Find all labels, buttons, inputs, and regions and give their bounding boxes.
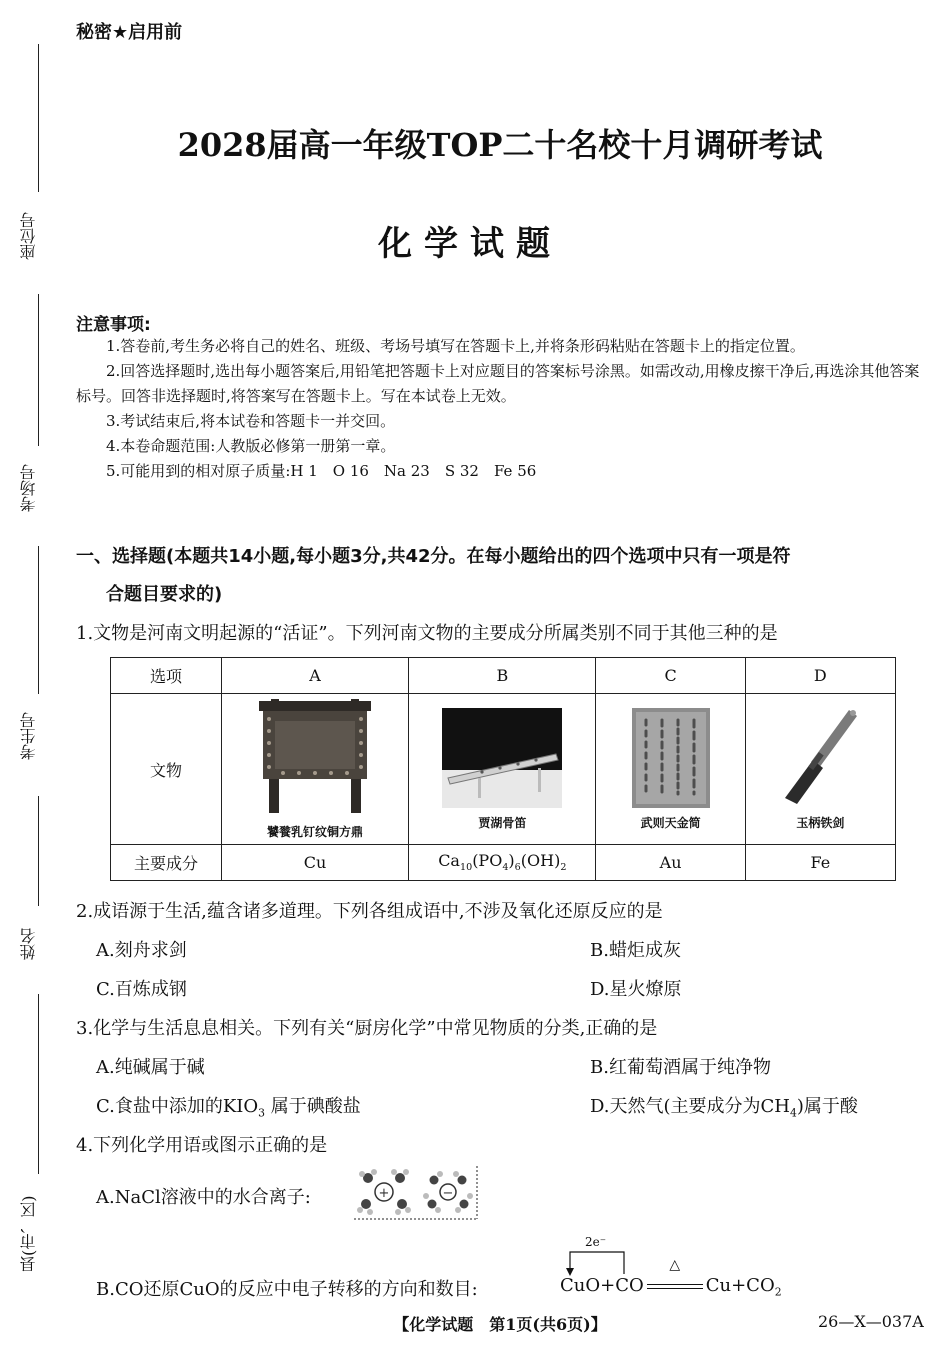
formula-subscript: 2	[774, 1285, 782, 1299]
component-a: Cu	[221, 845, 408, 881]
exam-title: 2028届高一年级TOP二十名校十月调研考试	[177, 126, 823, 164]
margin-line	[38, 546, 39, 694]
exam-subtitle: 化学试题	[378, 224, 562, 264]
component-c: Au	[596, 845, 745, 881]
artifact-cell-b	[409, 694, 596, 845]
question-1-stem: 1.文物是河南文明起源的“活证”。下列河南文物的主要成分所属类别不同于其他三种的是	[76, 623, 778, 644]
bronze-ding-image	[253, 699, 377, 817]
heat-symbol: △	[669, 1257, 681, 1273]
question-2-stem: 2.成语源于生活,蕴含诸多道理。下列各组成语中,不涉及氧化还原反应的是	[76, 901, 663, 922]
section-heading-line2: 合题目要求的)	[106, 584, 223, 605]
formula-part: (PO	[472, 851, 503, 871]
table-row-label: 选项	[111, 658, 222, 694]
margin-line	[38, 44, 39, 192]
component-d: Fe	[745, 845, 895, 881]
artifact-caption-a: 饕餮乳钉纹铜方鼎	[267, 824, 364, 839]
notice-item: 3.考试结束后,将本试卷和答题卡一并交回。	[106, 412, 396, 430]
table-header-c: C	[596, 658, 745, 694]
notice-item: 1.答卷前,考生务必将自己的姓名、班级、考场号填写在答题卡上,并将条形码粘贴在答题卡上的指定位置。	[106, 337, 805, 355]
q3-option-c-text: C.食盐中添加的KIO	[96, 1096, 259, 1117]
heat-condition	[644, 1257, 706, 1296]
q2-option-d: D.星火燎原	[590, 979, 682, 1000]
artifact-caption-b: 贾湖骨笛	[478, 815, 527, 830]
margin-line	[38, 294, 39, 446]
section-heading	[76, 538, 936, 614]
q3-option-d-text: D.天然气(主要成分为CH	[590, 1096, 791, 1117]
formula-subscript: 4	[502, 862, 509, 874]
table-row-label: 文物	[111, 694, 222, 845]
bone-flute-image	[442, 708, 562, 808]
question-3-stem: 3.化学与生活息息相关。下列有关“厨房化学”中常见物质的分类,正确的是	[76, 1018, 658, 1039]
equation-lhs: CuO+CO	[560, 1275, 644, 1296]
margin-label-examinee: 考生号	[19, 712, 38, 760]
notice-item: 2.回答选择题时,选出每小题答案后,用铅笔把答题卡上对应题目的答案标号涂黑。如需改动,用橡皮擦干净后,再选涂其他答案标号。回答非选择题时,将答案写在答题卡上。写在本试卷上无效。	[76, 362, 920, 405]
q3-option-d	[590, 1092, 858, 1120]
question-4-stem: 4.下列化学用语或图示正确的是	[76, 1135, 328, 1156]
formula-part: Ca	[438, 851, 460, 871]
hydrated-ion-diagram	[354, 1166, 478, 1220]
page-footer: 【化学试题 第1页(共6页)】	[393, 1315, 607, 1334]
margin-line	[38, 994, 39, 1174]
gold-slip-image	[632, 708, 710, 808]
section-heading-line1: 一、选择题(本题共14小题,每小题3分,共42分。在每小题给出的四个选项中只有一项是符	[76, 546, 791, 567]
notice-body	[76, 334, 934, 484]
q2-option-b: B.蜡炬成灰	[590, 940, 681, 961]
q3-option-a: A.纯碱属于碱	[96, 1057, 205, 1078]
q3-option-c-text: 属于碘酸盐	[270, 1096, 361, 1117]
notice-item: 4.本卷命题范围:人教版必修第一册第一章。	[106, 437, 396, 455]
iron-sword-image	[775, 708, 865, 808]
q3-option-b: B.红葡萄酒属于纯净物	[590, 1057, 771, 1078]
formula-subscript: 3	[258, 1106, 266, 1120]
component-b	[409, 845, 596, 881]
margin-label-seat: 座位号	[19, 212, 38, 260]
formula-part: )	[508, 851, 515, 871]
svg-text:−: −	[442, 1186, 454, 1201]
artifact-table	[110, 657, 896, 881]
q3-option-d-text: )属于酸	[796, 1096, 858, 1117]
formula-part: (OH)	[520, 851, 561, 871]
table-header-d: D	[745, 658, 895, 694]
artifact-caption-d: 玉柄铁剑	[796, 815, 845, 830]
table-row-label: 主要成分	[111, 845, 222, 881]
margin-label-room: 考场号	[19, 464, 38, 512]
formula-subscript: 10	[459, 862, 473, 874]
formula-subscript: 2	[560, 862, 567, 874]
artifact-caption-c: 武则天金简	[640, 815, 701, 830]
margin-label-county: 县(市、区)	[19, 1195, 38, 1272]
electron-count-label: 2e⁻	[585, 1235, 607, 1249]
artifact-cell-d	[745, 694, 895, 845]
margin-line	[38, 796, 39, 906]
notice-item: 5.可能用到的相对原子质量:H 1 O 16 Na 23 S 32 Fe 56	[106, 462, 537, 480]
formula-subscript: 4	[790, 1106, 797, 1120]
formula-subscript: 6	[514, 862, 521, 874]
q3-option-c	[96, 1092, 361, 1120]
reaction-equation	[560, 1257, 782, 1299]
q2-option-c: C.百炼成钢	[96, 979, 187, 1000]
equation-rhs: Cu+CO	[705, 1275, 775, 1296]
artifact-cell-a	[221, 694, 408, 845]
table-header-b: B	[409, 658, 596, 694]
paper-code: 26—X—037A	[818, 1312, 924, 1331]
table-header-a: A	[221, 658, 408, 694]
svg-text:+: +	[378, 1186, 390, 1201]
notice-heading: 注意事项:	[76, 315, 151, 335]
artifact-cell-c	[596, 694, 745, 845]
secret-label: 秘密★启用前	[76, 22, 183, 43]
q4-option-a: A.NaCl溶液中的水合离子:	[96, 1187, 311, 1208]
q4-option-b: B.CO还原CuO的反应中电子转移的方向和数目:	[96, 1279, 478, 1300]
margin-label-name: 姓名	[19, 928, 38, 960]
q2-option-a: A.刻舟求剑	[96, 940, 187, 961]
